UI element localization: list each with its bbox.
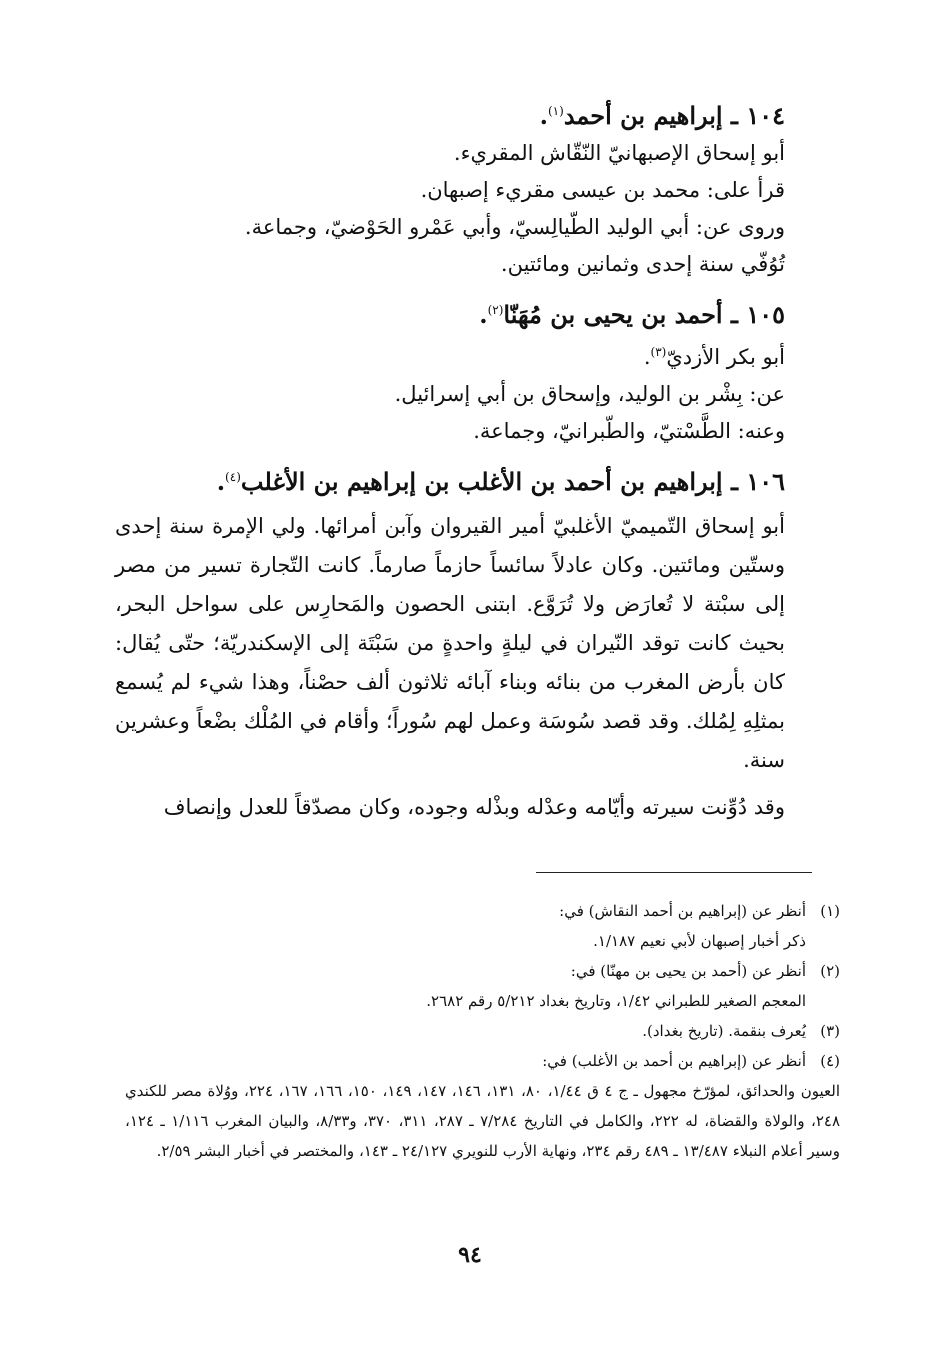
text-line: قرأ على: محمد بن عيسى مقريء إصبهان. [420, 178, 785, 202]
text-line: وروى عن: أبي الوليد الطّيالِسيّ، وأبي عَمْرو الحَوْضيّ، وجماعة. [244, 215, 785, 239]
footnote-text: أنظر عن (إبراهيم بن أحمد النقاش) في: [559, 902, 806, 920]
footnote-number: (٤) [820, 1052, 840, 1070]
entry-106 [115, 458, 785, 827]
footnote-text: أنظر عن (إبراهيم بن أحمد بن الأغلب) في: [542, 1052, 806, 1070]
footnote-ref[interactable]: (٤) [225, 470, 241, 484]
footnote-separator [536, 872, 812, 873]
text-line: تُوُفّي سنة إحدى وثمانين ومائتين. [500, 252, 785, 276]
text-line: أبو إسحاق الإصبهانيّ النّقّاش المقريء. [453, 141, 785, 165]
text-line: وعنه: الطَّسْتيّ، والطّبرانيّ، وجماعة. [473, 419, 785, 443]
footnote [125, 896, 840, 926]
footnote [125, 1016, 840, 1046]
text-line: عن: بِشْر بن الوليد، وإسحاق بن أبي إسرائيل. [394, 382, 785, 406]
footnote-continuation: العيون والحدائق، لمؤرّخ مجهول ـ ج ٤ ق ١/٤٤، ٨٠، ١٣١، ١٤٦، ١٤٧، ١٤٩، ١٥٠، ١٦٦، ١٦٧، ٢٢٤، ووُلاة مصر للكندي ٢٤٨، والولاة والقضاة، له ٢٢٢، والكامل في التاريخ ٧/٢٨٤ ـ ٢٨٧، ٣١١، ٣٧٠، و٨/٣٣، والبيان المغرب ١/١١٦ ـ ١٢٤، وسير أعلام النبلاء ١٣/٤٨٧ ـ ٤٨٩ رقم ٢٣٤، ونهاية الأرب للنويري ٢٤/١٢٧ ـ ١٤٣، والمختصر في أخبار البشر ٢/٥٩. [125, 1082, 841, 1160]
entry-104 [115, 92, 785, 283]
footnote-number: (٢) [820, 962, 840, 980]
text-line: أبو بكر الأزديّ$^{(٣)}$. [643, 345, 785, 369]
footnote-text: يُعرف بنقمة. (تاريخ بغداد). [642, 1022, 806, 1040]
footnote-text: أنظر عن (أحمد بن يحيى بن مهنّا) في: [570, 962, 806, 980]
main-text [115, 92, 785, 827]
footnote-ref[interactable]: (٣) [650, 345, 667, 359]
footnote-ref[interactable]: (١) [547, 104, 564, 118]
entry-title: ١٠٤ ـ إبراهيم بن أحمد$^{(١)}$. [539, 101, 785, 130]
footnote-ref[interactable]: (٢) [487, 303, 504, 317]
body-paragraph: أبو إسحاق التّميميّ الأغلبيّ أمير القيروان وآبن أمرائها. ولي الإمرة سنة إحدى وستّين ومائتين. وكان عادلاً سائساً حازماً صارماً. كانت التّجارة تسير من مصر إلى سبْتة لا تُعارَض ولا تُرَوَّع. ابتنى الحصون والمَحارِس على سواحل البحر، بحيث كانت توقد النّيران في ليلةٍ واحدةٍ من سَبْتَة إلى الإسكندريّة؛ حتّى يُقال: كان بأرض المغرب من بنائه وبناء آبائه ثلاثون ألف حصْناً، وهذا شيء لم يُسمع بمثلِهِ لِمُلك. وقد قصد سُوسَة وعمل لهم سُوراً؛ وأقام في المُلْك بضْعاً وعشرين سنة. [115, 514, 785, 772]
footnote-continuation: ذكر أخبار إصبهان لأبي نعيم ١/١٨٧. [593, 932, 806, 950]
footnote-continuation: المعجم الصغير للطبراني ١/٤٢، وتاريخ بغداد ٥/٢١٢ رقم ٢٦٨٢. [426, 992, 806, 1010]
footnote [125, 1046, 840, 1076]
footnote-number: (١) [820, 902, 840, 920]
entry-title: ١٠٥ ـ أحمد بن يحيى بن مُهَنّا$^{(٢)}$. [479, 300, 785, 329]
entry-105 [115, 291, 785, 450]
body-paragraph: وقد دُوِّنت سيرته وأيّامه وعدْله وبذْله وجوده، وكان مصدّقاً للعدل وإنصاف [163, 795, 785, 819]
entry-title: ١٠٦ ـ إبراهيم بن أحمد بن الأغلب بن إبراهيم بن الأغلب$^{(٤)}$. [216, 467, 785, 496]
page-number: ٩٤ [458, 1242, 482, 1268]
footnotes [125, 896, 840, 1166]
footnote [125, 956, 840, 986]
footnote-number: (٣) [820, 1022, 840, 1040]
